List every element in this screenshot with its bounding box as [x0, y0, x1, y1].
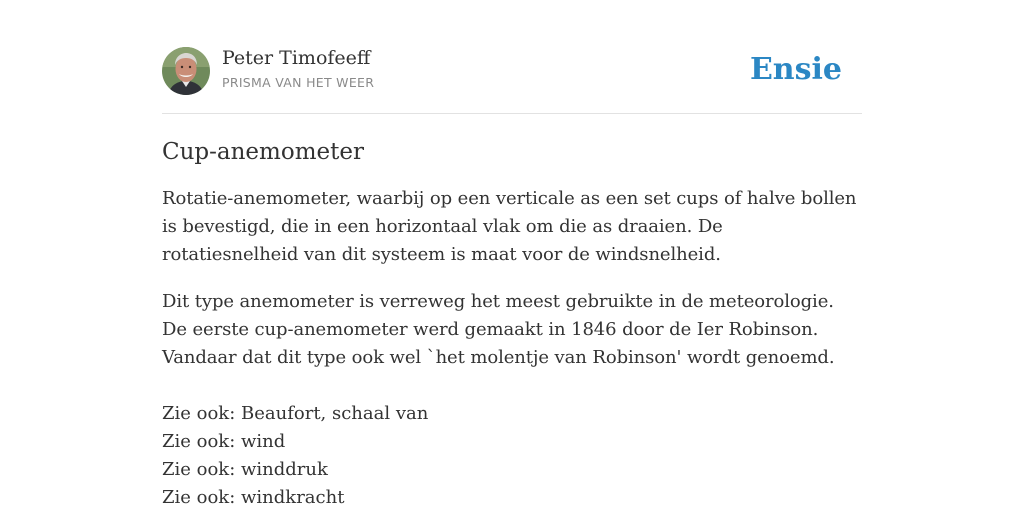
author-name[interactable]: Peter Timofeeff — [222, 47, 371, 69]
entry-header — [162, 46, 862, 96]
brand-logo[interactable]: Ensie — [749, 52, 842, 87]
see-also-item[interactable]: Zie ook: Beaufort, schaal van — [162, 403, 429, 424]
entry-paragraph-history: Dit type anemometer is verreweg het meest gebruikte in de meteorologie. De eerste cup-anemometer werd gemaakt in 1846 door de Ier Robinson. Vandaar dat dit type ook wel `het molentje van Robinson' wordt genoemd. — [162, 291, 835, 368]
header-divider — [162, 113, 862, 114]
see-also-item[interactable]: Zie ook: winddruk — [162, 459, 328, 480]
entry-title: Cup-anemometer — [162, 139, 364, 165]
entry-content — [162, 136, 862, 512]
author-avatar[interactable] — [162, 47, 210, 95]
see-also-item[interactable]: Zie ook: windkracht — [162, 487, 345, 508]
see-also-item[interactable]: Zie ook: wind — [162, 431, 286, 452]
author-subtitle[interactable]: PRISMA VAN HET WEER — [222, 75, 375, 90]
see-also-list — [162, 400, 862, 512]
entry-paragraph-definition: Rotatie-anemometer, waarbij op een verticale as een set cups of halve bollen is bevestigd, die in een horizontaal vlak om die as draaien. De rotatiesnelheid van dit systeem is maat voor de windsnelheid. — [162, 188, 857, 265]
